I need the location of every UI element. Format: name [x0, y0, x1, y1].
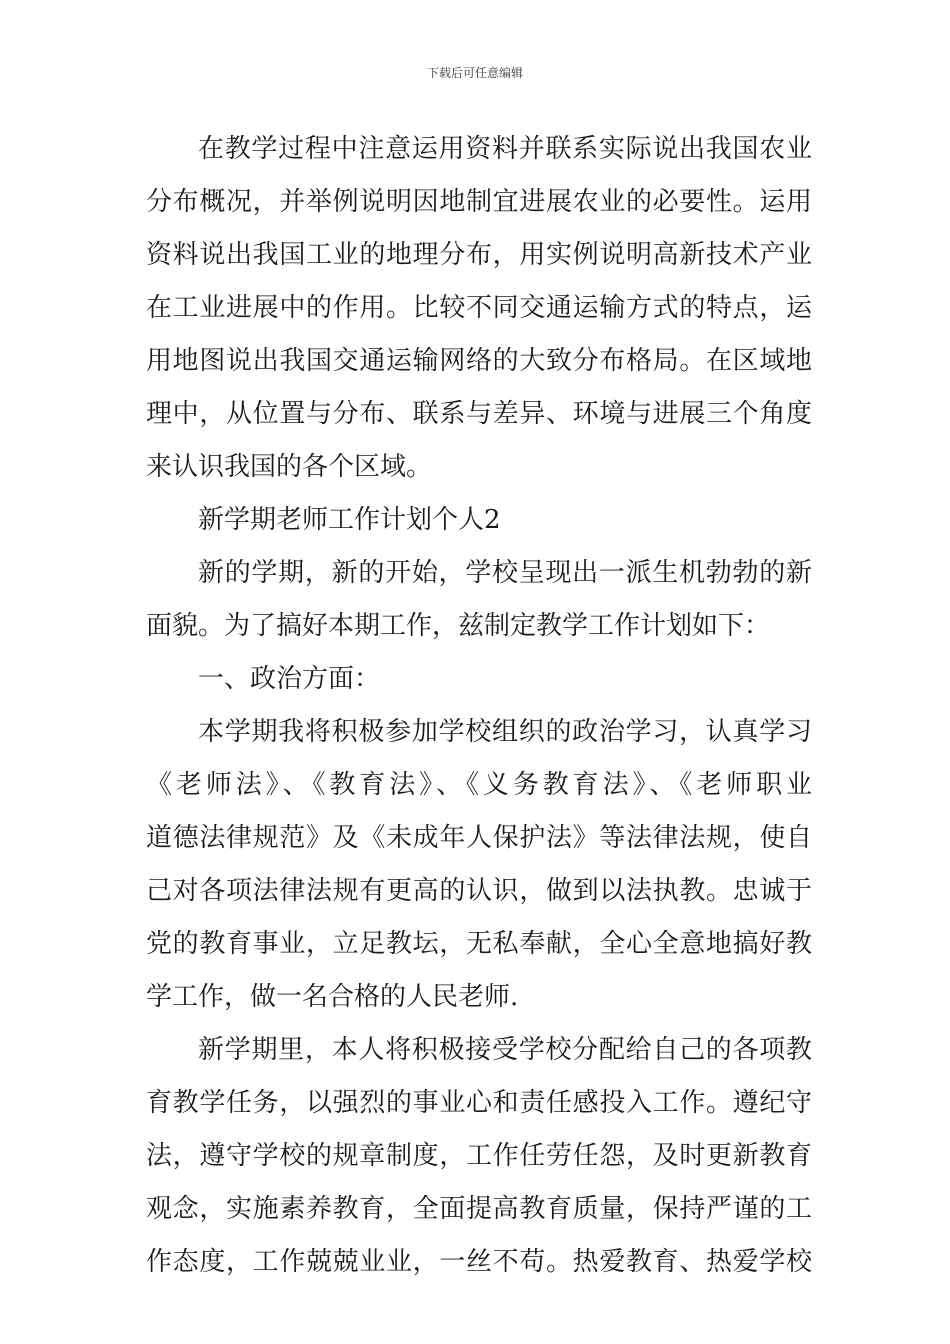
- paragraph-line: 分布概况，并举例说明因地制宜进展农业的必要性。运用: [146, 187, 812, 217]
- section-heading: 新学期老师工作计划个人2: [198, 505, 501, 535]
- paragraph-line: 《老师法》、《教育法》、《义务教育法》、《老师职业: [146, 770, 812, 800]
- paragraph-line: 理中，从位置与分布、联系与差异、环境与进展三个角度: [146, 399, 812, 429]
- paragraph-line: 资料说出我国工业的地理分布，用实例说明高新技术产业: [146, 240, 812, 270]
- subsection-heading: 一、政治方面：: [198, 664, 381, 694]
- document-body: [146, 123, 812, 1289]
- paragraph-line: 道德法律规范》及《未成年人保护法》等法律法规，使自: [146, 823, 812, 853]
- paragraph-line: 本学期我将积极参加学校组织的政治学习，认真学习: [198, 717, 812, 747]
- header-note: 下载后可任意编辑: [426, 66, 523, 80]
- paragraph-line: 党的教育事业，立足教坛，无私奉献，全心全意地搞好教: [146, 929, 812, 959]
- paragraph-line: 来认识我国的各个区域。: [146, 452, 433, 482]
- paragraph-line: 面貌。为了搞好本期工作，兹制定教学工作计划如下：: [146, 611, 771, 641]
- paragraph-line: 观念，实施素养教育，全面提高教育质量，保持严谨的工: [146, 1194, 812, 1224]
- paragraph-line: 在教学过程中注意运用资料并联系实际说出我国农业: [198, 134, 812, 164]
- paragraph-line: 法，遵守学校的规章制度，工作任劳任怨，及时更新教育: [146, 1141, 812, 1171]
- paragraph-line: 育教学任务，以强烈的事业心和责任感投入工作。遵纪守: [146, 1088, 812, 1118]
- paragraph-line: 己对各项法律法规有更高的认识，做到以法执教。忠诚于: [146, 876, 812, 906]
- paragraph-line: 学工作，做一名合格的人民老师.: [146, 982, 519, 1012]
- paragraph-line: 用地图说出我国交通运输网络的大致分布格局。在区域地: [146, 346, 812, 376]
- paragraph-line: 新的学期，新的开始，学校呈现出一派生机勃勃的新: [198, 558, 812, 588]
- paragraph-line: 在工业进展中的作用。比较不同交通运输方式的特点，运: [146, 293, 812, 323]
- paragraph-line: 新学期里，本人将积极接受学校分配给自己的各项教: [198, 1035, 812, 1065]
- paragraph-line: 作态度，工作兢兢业业，一丝不苟。热爱教育、热爱学校: [146, 1247, 812, 1277]
